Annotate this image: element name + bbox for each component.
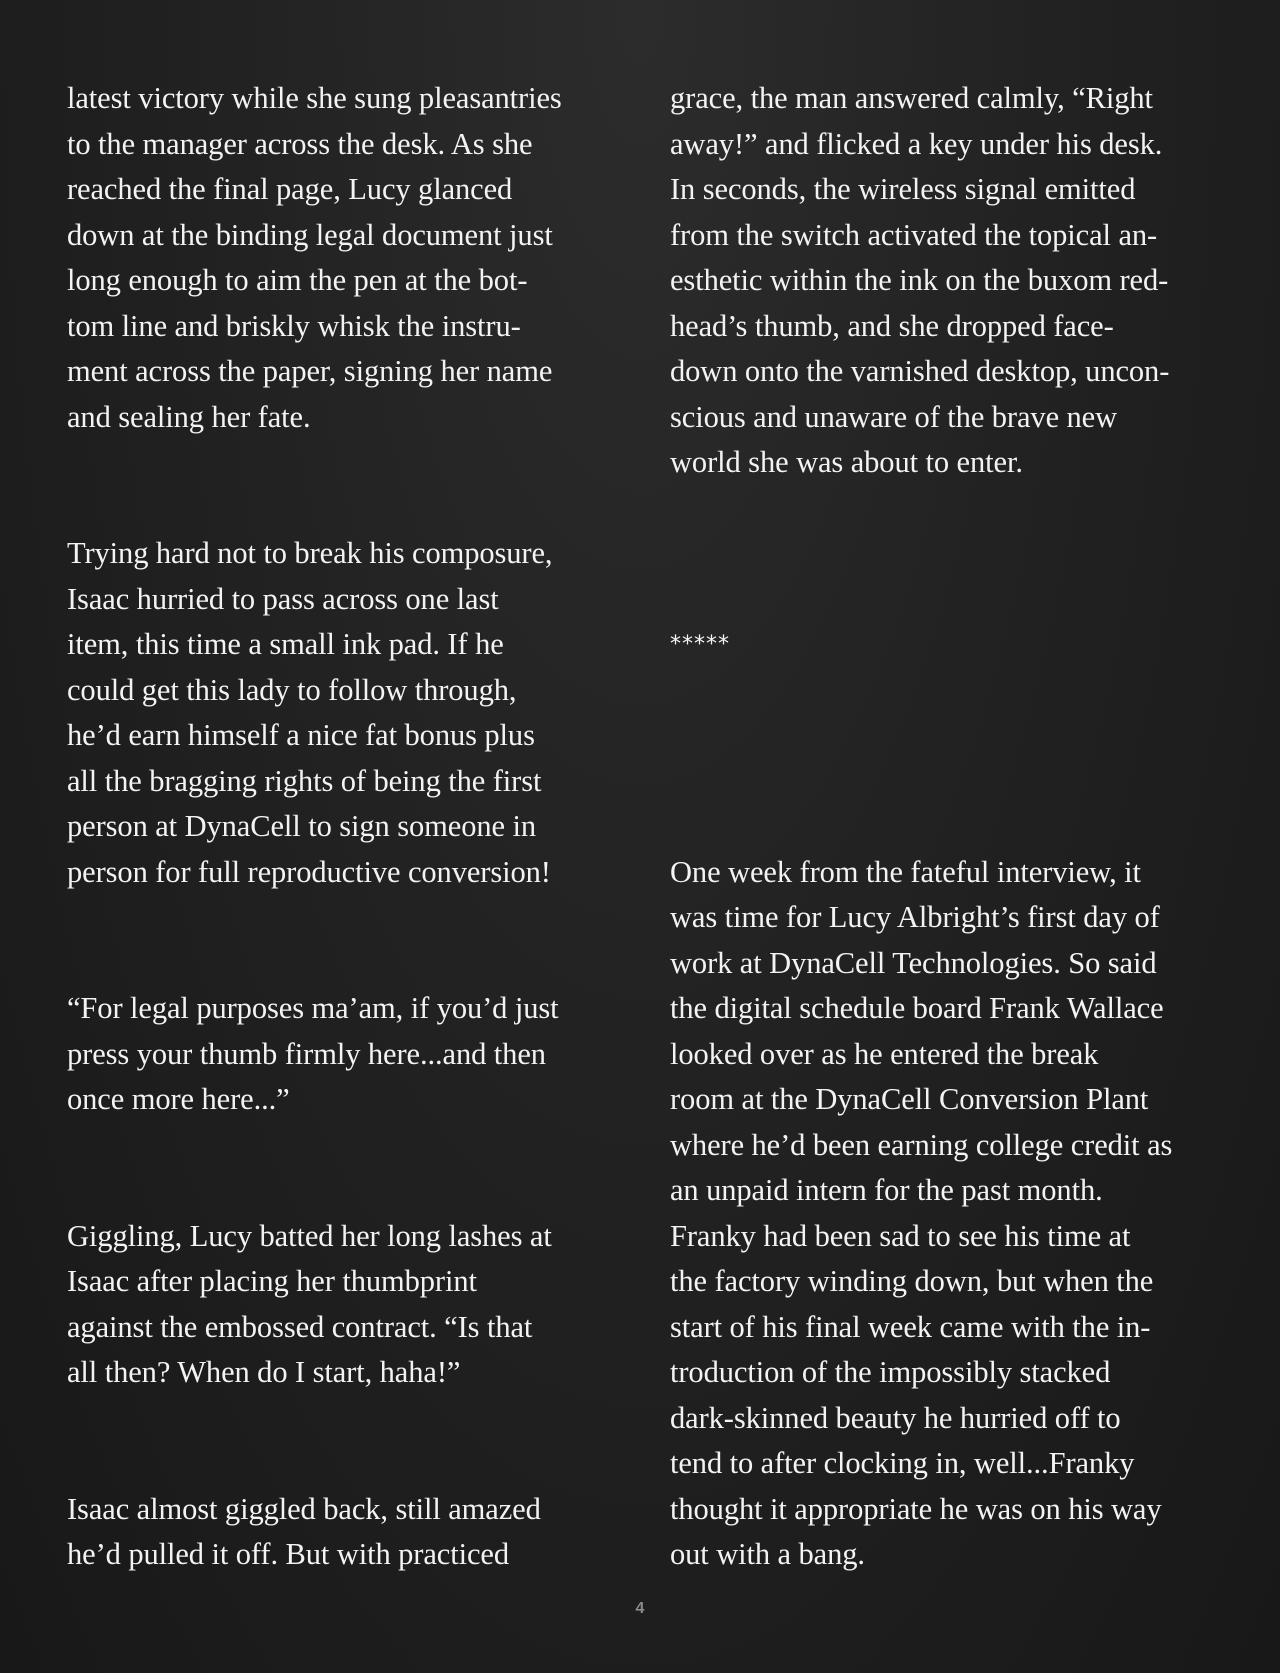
- text-line: Isaac hurried to pass across one last: [67, 581, 499, 616]
- text-line: person for full reproductive conversion!: [67, 854, 551, 889]
- text-line: world she was about to enter.: [670, 445, 1023, 479]
- paragraph: [67, 1487, 637, 1578]
- text-line: esthetic within the ink on the buxom red-: [670, 263, 1169, 297]
- text-line: long enough to aim the pen at the bot-: [67, 263, 528, 297]
- text-line: once more here...”: [67, 1082, 290, 1116]
- paragraph-gap: [67, 1123, 637, 1214]
- text-line: work at DynaCell Technologies. So said: [670, 945, 1157, 980]
- text-line: room at the DynaCell Conversion Plant: [670, 1082, 1149, 1116]
- text-line: grace, the man answered calmly, “Right: [670, 81, 1153, 115]
- text-line: One week from the fateful interview, it: [670, 854, 1141, 889]
- paragraph-gap: [670, 486, 1240, 577]
- text-line: tom line and briskly whisk the instru-: [67, 308, 521, 343]
- paragraph-gap: [67, 1396, 637, 1487]
- scene-separator: *****: [670, 632, 730, 657]
- text-line: where he’d been earning college credit as: [670, 1127, 1173, 1162]
- text-line: out with a bang.: [670, 1537, 865, 1571]
- text-line: Giggling, Lucy batted her long lashes at: [67, 1218, 552, 1253]
- right-column: [670, 76, 1240, 1578]
- paragraph: [670, 76, 1240, 486]
- text-line: to the manager across the desk. As she: [67, 126, 533, 161]
- text-line: an unpaid intern for the past month.: [670, 1173, 1103, 1207]
- text-line: down onto the varnished desktop, uncon-: [670, 354, 1170, 388]
- text-line: Isaac after placing her thumbprint: [67, 1264, 477, 1298]
- text-line: he’d pulled it off. But with practiced: [67, 1537, 510, 1571]
- text-line: all then? When do I start, haha!”: [67, 1355, 461, 1389]
- left-column: [67, 76, 637, 1578]
- text-line: In seconds, the wireless signal emitted: [670, 172, 1136, 206]
- text-line: latest victory while she sung pleasantries: [67, 81, 562, 115]
- text-line: and sealing her fate.: [67, 399, 311, 434]
- text-line: the digital schedule board Frank Wallace: [670, 991, 1164, 1025]
- paragraph-gap: [67, 895, 637, 986]
- text-line: from the switch activated the topical an-: [670, 217, 1158, 252]
- paragraph: [67, 76, 637, 440]
- text-line: tend to after clocking in, well...Franky: [670, 1446, 1135, 1480]
- text-line: against the embossed contract. “Is that: [67, 1309, 533, 1344]
- paragraph: [67, 1214, 637, 1396]
- text-line: “For legal purposes ma’am, if you’d just: [67, 991, 559, 1025]
- text-line: dark-skinned beauty he hurried off to: [670, 1400, 1121, 1435]
- text-line: head’s thumb, and she dropped face-: [670, 308, 1114, 343]
- text-line: reached the final page, Lucy glanced: [67, 172, 513, 206]
- text-line: press your thumb firmly here...and then: [67, 1036, 546, 1071]
- text-line: the factory winding down, but when the: [670, 1264, 1154, 1298]
- text-line: he’d earn himself a nice fat bonus plus: [67, 718, 535, 752]
- paragraph-gap: [670, 759, 1240, 850]
- paragraph: [67, 986, 637, 1123]
- paragraph-gap: [670, 577, 1240, 623]
- paragraph-gap: [670, 668, 1240, 759]
- text-line: scious and unaware of the brave new: [670, 399, 1118, 434]
- text-line: troduction of the impossibly stacked: [670, 1355, 1111, 1389]
- text-line: thought it appropriate he was on his way: [670, 1491, 1162, 1526]
- text-line: ment across the paper, signing her name: [67, 354, 553, 388]
- text-line: could get this lady to follow through,: [67, 672, 517, 707]
- paragraph: [67, 531, 637, 895]
- paragraph-gap: [67, 440, 637, 531]
- text-line: looked over as he entered the break: [670, 1036, 1099, 1071]
- text-line: away!” and flicked a key under his desk.: [670, 126, 1163, 161]
- text-line: Trying hard not to break his composure,: [67, 536, 553, 570]
- text-line: item, this time a small ink pad. If he: [67, 627, 504, 661]
- page-number: 4: [635, 1600, 645, 1617]
- text-line: Isaac almost giggled back, still amazed: [67, 1491, 541, 1526]
- text-line: all the bragging rights of being the first: [67, 763, 542, 798]
- text-line: person at DynaCell to sign someone in: [67, 809, 536, 843]
- paragraph: [670, 850, 1240, 1578]
- text-line: start of his final week came with the in-: [670, 1309, 1151, 1344]
- text-line: was time for Lucy Albright’s first day of: [670, 900, 1160, 934]
- text-line: Franky had been sad to see his time at: [670, 1218, 1131, 1253]
- text-line: down at the binding legal document just: [67, 217, 553, 252]
